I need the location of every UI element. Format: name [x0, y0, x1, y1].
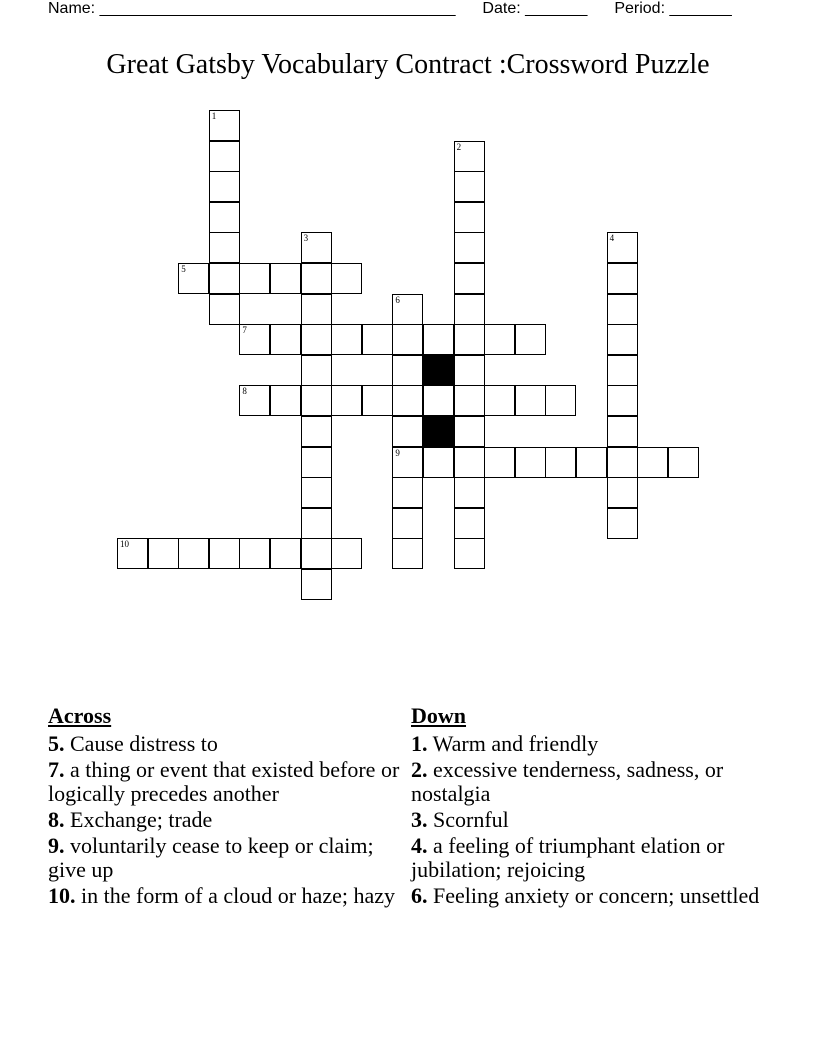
- grid-cell[interactable]: [392, 385, 423, 416]
- grid-cell[interactable]: [301, 569, 332, 600]
- date-field[interactable]: Date: _______: [482, 0, 588, 17]
- grid-cell[interactable]: [607, 324, 638, 355]
- clue-text: excessive tenderness, sadness, or nostalgia: [411, 757, 724, 806]
- grid-cell[interactable]: [209, 110, 240, 141]
- grid-cell[interactable]: [392, 355, 423, 386]
- clue-number: 2: [456, 141, 462, 152]
- grid-cell[interactable]: [454, 294, 485, 325]
- grid-cell[interactable]: [392, 416, 423, 447]
- grid-cell[interactable]: [209, 538, 240, 569]
- grid-cell[interactable]: [392, 294, 423, 325]
- clue-number: 10: [120, 539, 129, 550]
- grid-cell[interactable]: [607, 447, 638, 478]
- clue-number: 1.: [411, 731, 428, 756]
- grid-cell[interactable]: [454, 416, 485, 447]
- clue-number: 7: [242, 325, 247, 336]
- grid-cell[interactable]: [607, 508, 638, 539]
- grid-cell[interactable]: [331, 385, 362, 416]
- grid-cell[interactable]: [668, 447, 699, 478]
- across-heading: Across: [48, 703, 112, 728]
- grid-cell[interactable]: [392, 538, 423, 569]
- name-field[interactable]: Name: ________________________________________: [48, 0, 456, 17]
- grid-cell[interactable]: [270, 538, 301, 569]
- clue-number: 5.: [48, 731, 65, 756]
- grid-cell[interactable]: [515, 324, 546, 355]
- grid-cell[interactable]: [454, 171, 485, 202]
- grid-cell[interactable]: [301, 477, 332, 508]
- clue-number: 4: [609, 233, 615, 244]
- grid-cell[interactable]: [301, 263, 332, 294]
- clue-number: 7.: [48, 757, 65, 782]
- grid-cell[interactable]: [607, 385, 638, 416]
- grid-cell[interactable]: [362, 324, 393, 355]
- grid-cell[interactable]: [270, 263, 301, 294]
- grid-cell[interactable]: [607, 294, 638, 325]
- grid-cell[interactable]: [239, 263, 270, 294]
- grid-cell[interactable]: [331, 538, 362, 569]
- clue-number: 6: [395, 294, 400, 305]
- clue-text: Cause distress to: [70, 731, 218, 756]
- grid-cell[interactable]: [301, 538, 332, 569]
- grid-cell[interactable]: [209, 294, 240, 325]
- grid-cell[interactable]: [423, 447, 454, 478]
- clue-number: 9.: [48, 833, 65, 858]
- grid-cell[interactable]: [362, 385, 393, 416]
- across-clue: [48, 732, 408, 756]
- grid-cell[interactable]: [178, 263, 209, 294]
- clue-text: Warm and friendly: [432, 731, 599, 756]
- grid-cell[interactable]: [454, 202, 485, 233]
- grid-cell[interactable]: [209, 232, 240, 263]
- grid-cell[interactable]: [454, 263, 485, 294]
- page-title: Great Gatsby Vocabulary Contract :Crossword Puzzle: [106, 49, 710, 80]
- across-clue: [48, 884, 408, 908]
- clue-number: 5: [181, 264, 186, 274]
- down-clue: [411, 732, 771, 756]
- grid-cell[interactable]: [301, 294, 332, 325]
- clue-number: 8: [242, 386, 247, 397]
- clue-number: 3: [303, 233, 309, 244]
- grid-cell[interactable]: [331, 263, 362, 294]
- grid-cell[interactable]: [301, 447, 332, 478]
- grid-cell[interactable]: [454, 447, 485, 478]
- across-clues: [48, 703, 408, 910]
- clue-text: voluntarily cease to keep or claim; give up: [48, 833, 374, 882]
- grid-cell[interactable]: [331, 324, 362, 355]
- grid-cell[interactable]: [117, 538, 148, 569]
- grid-cell[interactable]: [392, 508, 423, 539]
- grid-cell[interactable]: [270, 385, 301, 416]
- clue-number: 2.: [411, 757, 428, 782]
- grid-cell[interactable]: [301, 324, 332, 355]
- grid-cell[interactable]: [301, 416, 332, 447]
- grid-cell[interactable]: [392, 447, 423, 478]
- grid-cell[interactable]: [484, 447, 515, 478]
- grid-cell[interactable]: [607, 355, 638, 386]
- clue-text: Feeling anxiety or concern; unsettled: [433, 883, 760, 908]
- across-clue: [48, 834, 408, 882]
- clue-text: a feeling of triumphant elation or jubilation; rejoicing: [411, 833, 725, 882]
- grid-cell[interactable]: [239, 538, 270, 569]
- grid-cell[interactable]: [515, 385, 546, 416]
- grid-cell[interactable]: [423, 385, 454, 416]
- grid-cell[interactable]: [301, 508, 332, 539]
- grid-cell[interactable]: [301, 355, 332, 386]
- clue-text: Exchange; trade: [70, 807, 213, 832]
- grid-cell[interactable]: [209, 171, 240, 202]
- clue-number: 10.: [48, 883, 76, 908]
- grid-cell[interactable]: [454, 232, 485, 263]
- down-clue: [411, 834, 771, 882]
- down-clue: [411, 884, 771, 908]
- grid-cell[interactable]: [484, 385, 515, 416]
- grid-cell[interactable]: [454, 538, 485, 569]
- grid-cell[interactable]: [545, 385, 576, 416]
- grid-cell[interactable]: [301, 385, 332, 416]
- black-square: [423, 416, 454, 447]
- clue-number: 4.: [411, 833, 428, 858]
- grid-cell[interactable]: [301, 232, 332, 263]
- grid-cell[interactable]: [148, 538, 179, 569]
- period-field[interactable]: Period: _______: [614, 0, 732, 17]
- clue-number: 9: [395, 447, 400, 458]
- grid-cell[interactable]: [607, 263, 638, 294]
- grid-cell[interactable]: [454, 508, 485, 539]
- grid-cell[interactable]: [545, 447, 576, 478]
- grid-cell[interactable]: [607, 416, 638, 447]
- clue-number: 3.: [411, 807, 428, 832]
- clue-number: 6.: [411, 883, 428, 908]
- clue-text: in the form of a cloud or haze; hazy: [81, 883, 395, 908]
- clue-number: 8.: [48, 807, 65, 832]
- grid-cell[interactable]: [392, 324, 423, 355]
- across-clue: [48, 808, 408, 832]
- grid-cell[interactable]: [209, 202, 240, 233]
- black-square: [423, 355, 454, 386]
- grid-cell[interactable]: [239, 385, 270, 416]
- grid-cell[interactable]: [392, 477, 423, 508]
- grid-cell[interactable]: [423, 324, 454, 355]
- grid-cell[interactable]: [454, 477, 485, 508]
- clue-number: 1: [211, 111, 217, 121]
- grid-cell[interactable]: [209, 263, 240, 294]
- grid-cell[interactable]: [637, 447, 668, 478]
- grid-cell[interactable]: [454, 385, 485, 416]
- grid-cell[interactable]: [576, 447, 607, 478]
- grid-cell[interactable]: [454, 355, 485, 386]
- down-heading: Down: [411, 703, 467, 728]
- down-clues: [411, 703, 771, 910]
- down-clue: [411, 758, 771, 806]
- down-clue: [411, 808, 771, 832]
- across-clue: [48, 758, 408, 806]
- grid-cell[interactable]: [209, 141, 240, 172]
- grid-cell[interactable]: [454, 141, 485, 172]
- grid-cell[interactable]: [515, 447, 546, 478]
- grid-cell[interactable]: [607, 477, 638, 508]
- grid-cell[interactable]: [270, 324, 301, 355]
- grid-cell[interactable]: [178, 538, 209, 569]
- clue-text: a thing or event that existed before or logically precedes another: [48, 757, 400, 806]
- grid-cell[interactable]: [607, 232, 638, 263]
- grid-cell[interactable]: [454, 324, 485, 355]
- grid-cell[interactable]: [239, 324, 270, 355]
- clue-text: Scornful: [433, 807, 509, 832]
- grid-cell[interactable]: [484, 324, 515, 355]
